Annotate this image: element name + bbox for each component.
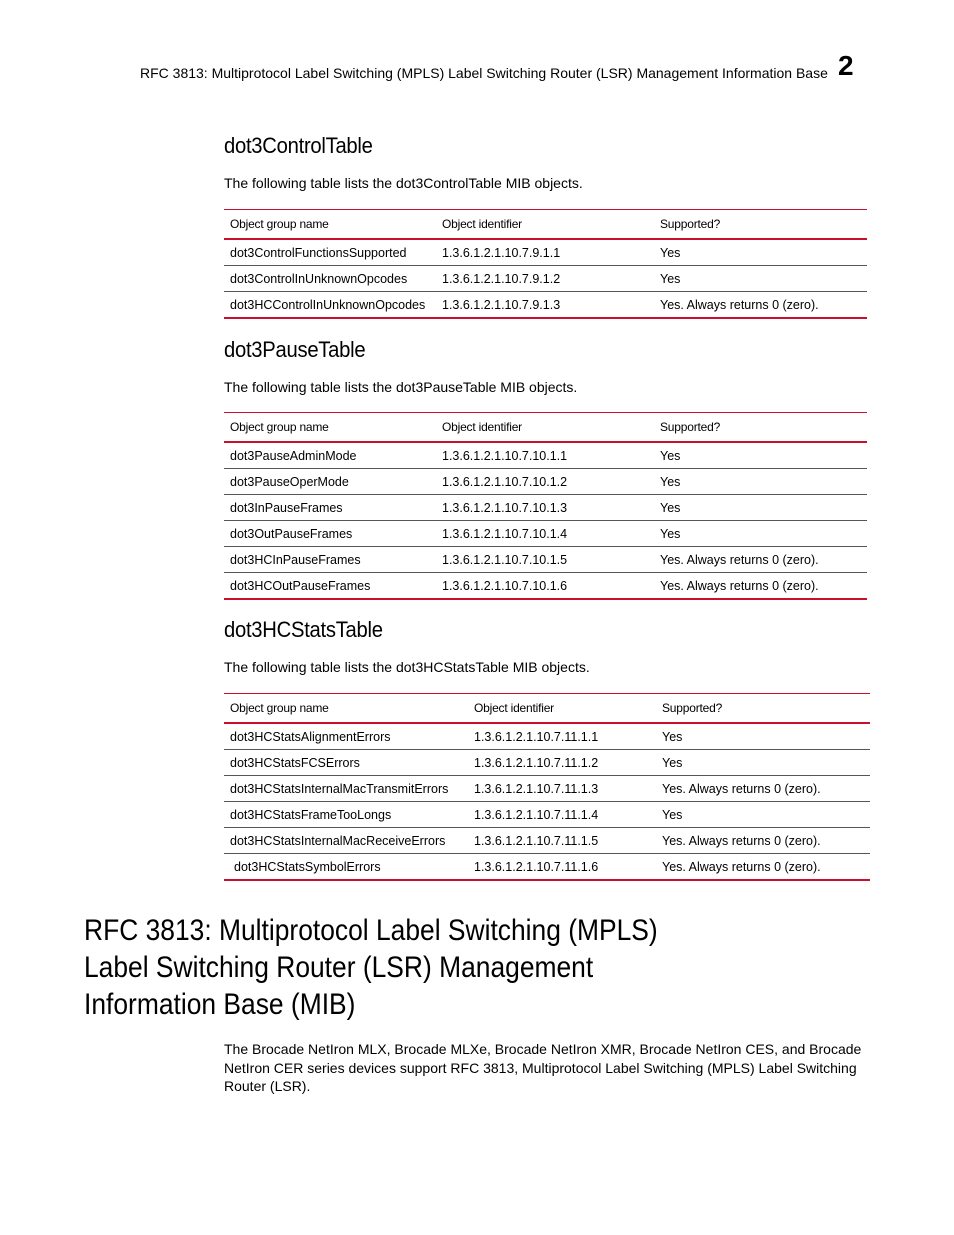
- body-paragraph: The Brocade NetIron MLX, Brocade MLXe, Brocade NetIron XMR, Brocade NetIron CES, and Brocade NetIron CER series devices support RFC 3813, Multiprotocol Label Switching (MPLS) Label Switching Router (LSR).: [224, 1041, 862, 1094]
- cell-name: dot3PauseAdminMode: [224, 442, 436, 469]
- section-intro: The following table lists the dot3HCStatsTable MIB objects.: [224, 659, 590, 675]
- cell-name: dot3InPauseFrames: [224, 495, 436, 521]
- table-row: [224, 547, 867, 573]
- cell-name: dot3HCOutPauseFrames: [224, 573, 436, 600]
- cell-oid: 1.3.6.1.2.1.10.7.11.1.5: [468, 828, 656, 854]
- column-header-supported: Supported?: [656, 694, 870, 724]
- table-row: [224, 802, 870, 828]
- column-header-supported: Supported?: [654, 413, 867, 443]
- table-row: [224, 469, 867, 495]
- table-row: [224, 750, 870, 776]
- table-header-row: [224, 694, 870, 724]
- page-title-line: RFC 3813: Multiprotocol Label Switching (MPLS): [84, 914, 658, 947]
- cell-name: dot3HCStatsInternalMacReceiveErrors: [224, 828, 468, 854]
- column-header-name: Object group name: [224, 694, 468, 724]
- section-intro: The following table lists the dot3PauseTable MIB objects.: [224, 379, 578, 395]
- chapter-number: 2: [838, 50, 854, 81]
- cell-name: dot3HCStatsInternalMacTransmitErrors: [224, 776, 468, 802]
- cell-name: dot3HCStatsFCSErrors: [224, 750, 468, 776]
- table-row: [224, 776, 870, 802]
- cell-name: dot3HCControlInUnknownOpcodes: [224, 292, 436, 319]
- cell-oid: 1.3.6.1.2.1.10.7.10.1.3: [436, 495, 654, 521]
- cell-name: dot3HCStatsFrameTooLongs: [224, 802, 468, 828]
- mib-table: [224, 209, 867, 319]
- cell-name: dot3HCStatsAlignmentErrors: [224, 723, 468, 750]
- cell-supported: Yes: [654, 266, 867, 292]
- section-heading: dot3HCStatsTable: [224, 617, 383, 642]
- section-intro: The following table lists the dot3ControlTable MIB objects.: [224, 175, 583, 191]
- cell-supported: Yes. Always returns 0 (zero).: [656, 854, 870, 881]
- cell-oid: 1.3.6.1.2.1.10.7.11.1.6: [468, 854, 656, 881]
- cell-supported: Yes: [656, 723, 870, 750]
- table-header-row: [224, 413, 867, 443]
- page-title-line: Information Base (MIB): [84, 988, 356, 1021]
- column-header-oid: Object identifier: [436, 413, 654, 443]
- cell-oid: 1.3.6.1.2.1.10.7.9.1.3: [436, 292, 654, 319]
- cell-supported: Yes: [654, 239, 867, 266]
- cell-oid: 1.3.6.1.2.1.10.7.10.1.5: [436, 547, 654, 573]
- cell-name: dot3HCStatsSymbolErrors: [224, 854, 468, 881]
- cell-oid: 1.3.6.1.2.1.10.7.10.1.2: [436, 469, 654, 495]
- table-row: [224, 828, 870, 854]
- section-heading: dot3ControlTable: [224, 133, 373, 158]
- cell-name: dot3PauseOperMode: [224, 469, 436, 495]
- cell-oid: 1.3.6.1.2.1.10.7.11.1.1: [468, 723, 656, 750]
- cell-name: dot3OutPauseFrames: [224, 521, 436, 547]
- cell-supported: Yes. Always returns 0 (zero).: [656, 776, 870, 802]
- cell-supported: Yes: [654, 442, 867, 469]
- table-row: [224, 442, 867, 469]
- column-header-name: Object group name: [224, 413, 436, 443]
- column-header-oid: Object identifier: [436, 210, 654, 240]
- cell-oid: 1.3.6.1.2.1.10.7.10.1.4: [436, 521, 654, 547]
- mib-table: [224, 693, 870, 881]
- cell-supported: Yes: [656, 802, 870, 828]
- mib-table: [224, 412, 867, 600]
- section-heading: dot3PauseTable: [224, 337, 366, 362]
- page-title: [84, 912, 658, 1023]
- running-header: RFC 3813: Multiprotocol Label Switching (MPLS) Label Switching Router (LSR) Management Information Base: [140, 65, 828, 81]
- cell-supported: Yes: [654, 469, 867, 495]
- cell-oid: 1.3.6.1.2.1.10.7.9.1.2: [436, 266, 654, 292]
- cell-oid: 1.3.6.1.2.1.10.7.11.1.3: [468, 776, 656, 802]
- cell-oid: 1.3.6.1.2.1.10.7.10.1.1: [436, 442, 654, 469]
- cell-supported: Yes. Always returns 0 (zero).: [654, 292, 867, 319]
- column-header-name: Object group name: [224, 210, 436, 240]
- table-row: [224, 292, 867, 319]
- table-row: [224, 266, 867, 292]
- column-header-supported: Supported?: [654, 210, 867, 240]
- cell-supported: Yes: [656, 750, 870, 776]
- table-row: [224, 239, 867, 266]
- cell-oid: 1.3.6.1.2.1.10.7.11.1.2: [468, 750, 656, 776]
- table-row: [224, 573, 867, 600]
- cell-oid: 1.3.6.1.2.1.10.7.11.1.4: [468, 802, 656, 828]
- table-row: [224, 854, 870, 881]
- cell-supported: Yes: [654, 495, 867, 521]
- page-title-line: Label Switching Router (LSR) Management: [84, 951, 594, 984]
- table-header-row: [224, 210, 867, 240]
- cell-name: dot3ControlInUnknownOpcodes: [224, 266, 436, 292]
- column-header-oid: Object identifier: [468, 694, 656, 724]
- cell-supported: Yes. Always returns 0 (zero).: [656, 828, 870, 854]
- table-row: [224, 495, 867, 521]
- table-row: [224, 723, 870, 750]
- cell-supported: Yes. Always returns 0 (zero).: [654, 547, 867, 573]
- cell-name: dot3ControlFunctionsSupported: [224, 239, 436, 266]
- table-row: [224, 521, 867, 547]
- cell-oid: 1.3.6.1.2.1.10.7.9.1.1: [436, 239, 654, 266]
- cell-oid: 1.3.6.1.2.1.10.7.10.1.6: [436, 573, 654, 600]
- cell-supported: Yes. Always returns 0 (zero).: [654, 573, 867, 600]
- cell-supported: Yes: [654, 521, 867, 547]
- cell-name: dot3HCInPauseFrames: [224, 547, 436, 573]
